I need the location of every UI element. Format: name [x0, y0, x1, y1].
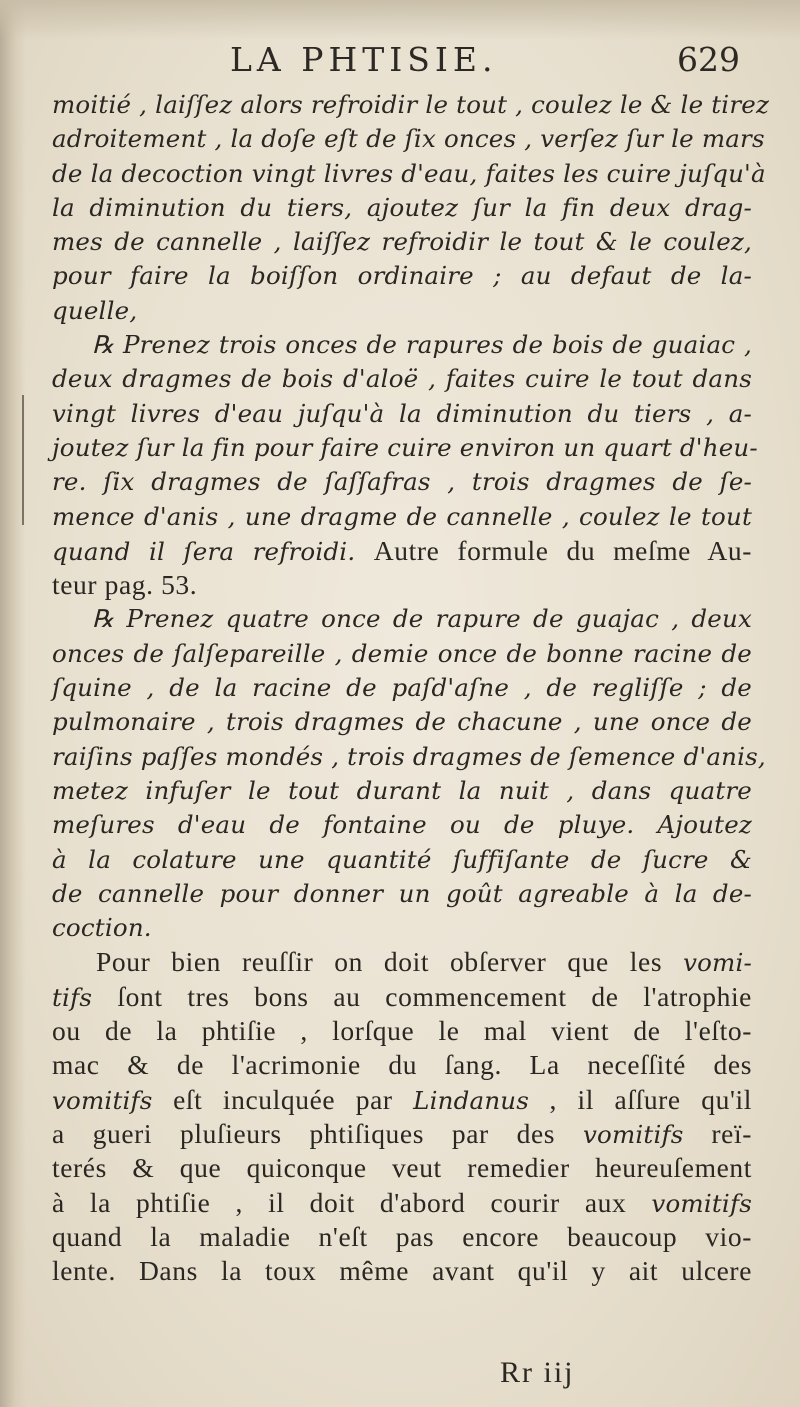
italic-text: vomitifs	[651, 1188, 752, 1218]
text-line	[52, 843, 752, 877]
italic-text: la diminution du tiers, ajoutez ſur la fin deux drag-	[52, 192, 752, 222]
text-line	[52, 294, 752, 328]
text-line	[52, 157, 766, 191]
text-line	[52, 980, 752, 1014]
roman-text: quand la maladie n'eſt pas encore beaucoup vio-	[52, 1220, 752, 1252]
italic-text: coction.	[52, 913, 152, 943]
text-line	[52, 122, 765, 156]
text-line	[52, 362, 752, 396]
text-line	[52, 602, 752, 636]
text-line	[52, 740, 766, 774]
text-line	[52, 397, 752, 431]
binding-shadow	[0, 0, 26, 1407]
italic-text: vomitifs	[582, 1119, 684, 1149]
text-line	[52, 500, 752, 534]
text-line	[52, 465, 752, 499]
text-line	[52, 808, 752, 842]
roman-text: terés & que quiconque veut remedier heureuſement	[52, 1152, 752, 1184]
text-line	[52, 1151, 752, 1185]
italic-text: ℞ Prenez trois onces de rapures de bois de guaiac ,	[92, 330, 752, 360]
text-line	[52, 637, 752, 671]
roman-text: mac & de l'acrimonie du ſang. La neceſſité des	[52, 1049, 752, 1081]
italic-text: vomi-	[683, 948, 752, 978]
text-line	[52, 1014, 752, 1048]
roman-text: Autre formule du meſme Au-	[373, 534, 752, 566]
text-line	[52, 1220, 752, 1254]
roman-text: Pour bien reuſſir on doit obſerver que les	[96, 946, 684, 978]
italic-text: tifs	[52, 982, 118, 1012]
italic-text: pulmonaire , trois dragmes de chacune , une once de	[52, 707, 752, 737]
roman-text: ſont tres bons au commencement de l'atrophie	[117, 980, 752, 1012]
page-number: 629	[677, 40, 740, 79]
text-line	[52, 568, 752, 602]
text-line	[52, 88, 770, 122]
text-line	[52, 328, 752, 362]
italic-text: ℞ Prenez quatre once de rapure de guajac , deux	[92, 604, 752, 634]
italic-text: mence d'anis , une dragme de cannelle , coulez le tout	[52, 501, 752, 531]
italic-text: meſures d'eau de fontaine ou de pluye. Ajoutez	[52, 810, 752, 840]
italic-text: deux dragmes de bois d'aloë , faites cuire le tout dans	[52, 364, 752, 394]
roman-text: , il aſſure qu'il	[529, 1083, 752, 1115]
text-line	[52, 1117, 752, 1151]
text-line	[52, 877, 752, 911]
text-line	[52, 259, 752, 293]
italic-text: adroitement , la doſe eſt de ſix onces , verſez ſur le mars	[52, 124, 765, 154]
text-line	[52, 671, 752, 705]
roman-text: teur pag. 53.	[52, 569, 198, 601]
italic-text: mes de cannelle , laiſſez refroidir le tout & le coulez,	[52, 227, 752, 257]
italic-text: re. ſix dragmes de ſaſſafras , trois dragmes de ſe-	[52, 467, 752, 497]
text-line	[52, 191, 752, 225]
italic-text: quand il ſera refroidi.	[52, 536, 374, 566]
text-line	[52, 225, 752, 259]
italic-text: vingt livres d'eau juſqu'à la diminution du tiers , a-	[52, 398, 752, 428]
margin-mark	[22, 395, 24, 525]
text-line	[52, 774, 752, 808]
text-line	[52, 431, 758, 465]
signature-mark: Rr iij	[500, 1356, 575, 1389]
italic-text: joutez ſur la fin pour faire cuire environ un quart d'heu-	[52, 432, 758, 462]
italic-text: raiſins paſſes mondés , trois dragmes de ſemence d'anis,	[52, 741, 766, 771]
roman-text: reï-	[683, 1117, 752, 1149]
roman-text: à la phtiſie , il doit d'abord courir aux	[52, 1186, 652, 1218]
body-text	[52, 88, 770, 1288]
text-line	[52, 945, 752, 979]
italic-text: de cannelle pour donner un goût agreable à la de-	[52, 878, 752, 908]
italic-text: pour faire la boiſſon ordinaire ; au defaut de la-	[52, 261, 752, 291]
text-line	[52, 705, 752, 739]
running-header	[60, 40, 740, 90]
italic-text: quelle,	[52, 295, 138, 325]
text-line	[52, 1083, 752, 1117]
italic-text: ſquine , de la racine de paſd'aſne , de regliſſe ; de	[52, 673, 752, 703]
italic-text: moitié , laiſſez alors refroidir le tout , coulez le & le tirez	[52, 90, 770, 119]
text-line	[52, 1186, 752, 1220]
italic-text: vomitifs	[52, 1085, 153, 1115]
roman-text: lente. Dans la toux même avant qu'il y ait ulcere	[52, 1255, 752, 1287]
text-line	[52, 1254, 752, 1288]
roman-text: a gueri pluſieurs phtiſiques par des	[52, 1117, 583, 1149]
text-line	[52, 911, 752, 945]
top-edge-shadow	[0, 0, 800, 40]
italic-text: de la decoction vingt livres d'eau, faites les cuire juſqu'à	[52, 158, 766, 188]
italic-text: Lindanus	[413, 1085, 530, 1115]
text-line	[52, 534, 752, 568]
italic-text: onces de ſalſepareille , demie once de bonne racine de	[52, 638, 752, 668]
italic-text: à la colature une quantité ſuffiſante de ſucre &	[52, 844, 752, 874]
roman-text: eſt inculquée par	[152, 1083, 414, 1115]
running-title: LA PHTISIE.	[230, 40, 498, 79]
italic-text: metez infuſer le tout durant la nuit , dans quatre	[52, 775, 752, 805]
roman-text: ou de la phtiſie , lorſque le mal vient de l'eſto-	[52, 1015, 752, 1047]
text-line	[52, 1048, 752, 1082]
